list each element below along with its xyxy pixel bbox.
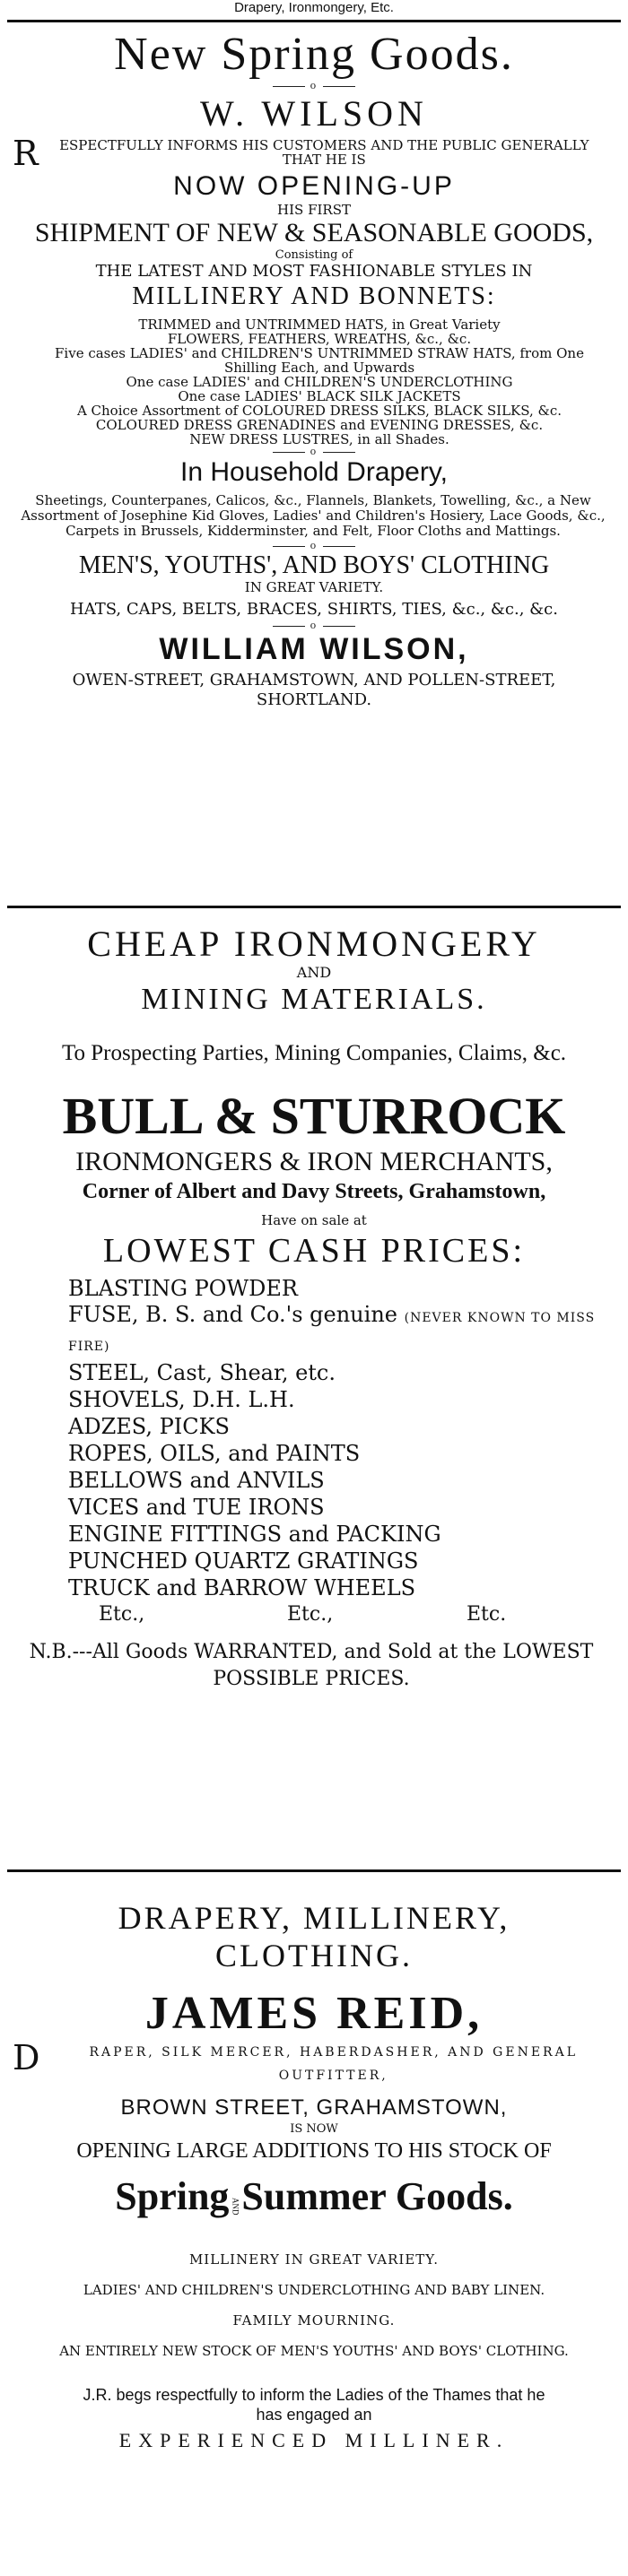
wilson-millinery: MILLINERY AND BONNETS: [132,282,496,310]
bull-lowest-prices: LOWEST CASH PRICES: [102,1232,526,1270]
reid-description [0,2038,628,2087]
reid-spring-summer [0,2172,628,2231]
wilson-headline: New Spring Goods. [114,29,514,80]
list-item: BELLOWS and ANVILS [68,1468,325,1493]
reid-experienced-milliner: EXPERIENCED MILLINER. [118,2429,510,2451]
bull-and: AND [296,964,332,981]
reid-opening: OPENING LARGE ADDITIONS TO HIS STOCK OF [76,2139,552,2163]
top-rule [7,20,621,22]
list-item: TRIMMED and UNTRIMMED HATS, in Great Variety [138,317,501,333]
spring-word: Spring [115,2174,230,2218]
bull-etc-row [0,1601,628,1628]
bull-name: BULL & STURROCK [62,1087,566,1145]
wilson-intro-text: ESPECTFULLY INFORMS HIS CUSTOMERS AND THE PUBLIC GENERALLY THAT HE IS [59,137,589,168]
section-rule [7,1869,621,1872]
summer-goods-word: Summer Goods. [241,2174,513,2218]
section-rule [7,906,621,908]
wilson-advertisement [0,29,628,710]
bull-have-on-sale: Have on sale at [261,1212,367,1228]
wilson-address-line-1: OWEN-STREET, GRAHAMSTOWN, AND POLLEN-STREET, [72,671,556,690]
bull-sturrock-advertisement [0,924,628,1693]
list-item: ADZES, PICKS [68,1414,230,1439]
wilson-intro [0,134,606,173]
etc-text: Etc., [99,1603,145,1626]
bull-prospecting: To Prospecting Parties, Mining Companies, Claims, &c. [61,1041,567,1065]
ornament-divider: o [0,541,628,551]
bull-mining: MINING MATERIALS. [141,983,487,1016]
reid-jr-note: J.R. begs respectfully to inform the Ladies of the Thames that he has engaged an [83,2386,545,2424]
wilson-household-text: Sheetings, Counterpanes, Calicos, &c., Flannels, Blankets, Towelling, &c., a New Assortment of Josephine Kid Gloves, Ladies' and Children's Hosiery, Lace Goods, &c., Carpets in Brussels, Kidderminster, and Felt, Floor Cloths and Mattings. [21,492,606,539]
reid-line-4: AN ENTIRELY NEW STOCK OF MEN'S YOUTHS' AND BOYS' CLOTHING. [59,2343,569,2359]
etc-text: Etc. [467,1603,507,1626]
list-item: One case LADIES' BLACK SILK JACKETS [178,388,461,404]
wilson-intro-initial: R [13,134,39,173]
ornament-divider: o [0,81,628,91]
list-item: One case LADIES' and CHILDREN'S UNDERCLOTHING [126,374,513,390]
bull-nb: N.B.---All Goods WARRANTED, and Sold at the LOWEST POSSIBLE PRICES. [29,1641,594,1690]
list-item: BLASTING POWDER [68,1276,298,1301]
wilson-clothing-items: HATS, CAPS, BELTS, BRACES, SHIRTS, TIES, &c., &c., &c. [70,600,558,619]
reid-desc-text: RAPER, SILK MERCER, HABERDASHER, AND GENERAL OUTFITTER, [89,2045,579,2083]
bull-items-list [0,1275,628,1601]
list-item: FLOWERS, FEATHERS, WREATHS, &c., &c. [167,331,472,347]
wilson-address-line-2: SHORTLAND. [256,690,372,709]
reid-name: JAMES REID, [144,1988,484,2039]
wilson-opening: NOW OPENING-UP [173,171,455,201]
list-item [68,1302,628,1359]
list-item: SHOVELS, D.H. L.H. [68,1387,295,1412]
reid-heading-2: CLOTHING. [215,1938,413,1973]
wilson-latest: THE LATEST AND MOST FASHIONABLE STYLES IN [95,262,533,281]
list-item: COLOURED DRESS GRENADINES and EVENING DRESSES, &c. [95,417,544,433]
etc-text: Etc., [287,1603,334,1626]
reid-desc-initial: D [13,2038,43,2077]
list-item: TRUCK and BARROW WHEELS [68,1575,416,1600]
list-item: ENGINE FITTINGS and PACKING [68,1522,441,1547]
wilson-clothing-sub: IN GREAT VARIETY. [244,579,384,595]
reid-line-3: FAMILY MOURNING. [232,2312,396,2329]
list-item: Five cases LADIES' and CHILDREN'S UNTRIMMED STRAW HATS, from One Shilling Each, and Upwards [55,345,584,376]
reid-line-1: MILLINERY IN GREAT VARIETY. [188,2251,440,2268]
reid-heading-1: DRAPERY, MILLINERY, [118,1900,510,1936]
reid-line-2: LADIES' AND CHILDREN'S UNDERCLOTHING AND BABY LINEN. [83,2282,545,2298]
wilson-clothing-heading: MEN'S, YOUTHS', AND BOYS' CLOTHING [78,551,550,579]
fuse-note: (NEVER KNOWN TO MISS FIRE) [68,1311,596,1354]
wilson-signature-name: WILLIAM WILSON, [159,632,469,666]
wilson-household-heading: In Household Drapery, [180,457,448,487]
wilson-his-first: HIS FIRST [277,202,351,218]
wilson-consisting: Consisting of [275,248,353,262]
ornament-divider: o [0,620,628,631]
list-item: VICES and TUE IRONS [68,1495,325,1520]
wilson-shipment: SHIPMENT OF NEW & SEASONABLE GOODS, [34,218,594,247]
bull-trade: IRONMONGERS & IRON MERCHANTS, [75,1147,553,1176]
ornament-divider: o [0,447,628,457]
list-item: ROPES, OILS, and PAINTS [68,1441,361,1466]
bull-corner: Corner of Albert and Davy Streets, Grahamstown, [82,1180,546,1203]
reid-is-now: IS NOW [290,2122,338,2136]
page-section-label: Drapery, Ironmongery, Etc. [234,0,394,15]
reid-street: BROWN STREET, GRAHAMSTOWN, [120,2095,508,2120]
list-item: PUNCHED QUARTZ GRATINGS [68,1548,419,1574]
list-item-text: FUSE, B. S. and Co.'s genuine [68,1302,397,1327]
list-item: A Choice Assortment of COLOURED DRESS SILKS, BLACK SILKS, &c. [76,403,563,419]
list-item: NEW DRESS LUSTRES, in all Shades. [189,431,449,447]
james-reid-advertisement [0,1899,628,2453]
bull-headline: CHEAP IRONMONGERY [87,924,541,964]
wilson-name: W. WILSON [200,93,428,134]
wilson-items-list [27,317,612,447]
list-item: STEEL, Cast, Shear, etc. [68,1360,336,1385]
and-vertical-word: AND [231,2197,240,2216]
